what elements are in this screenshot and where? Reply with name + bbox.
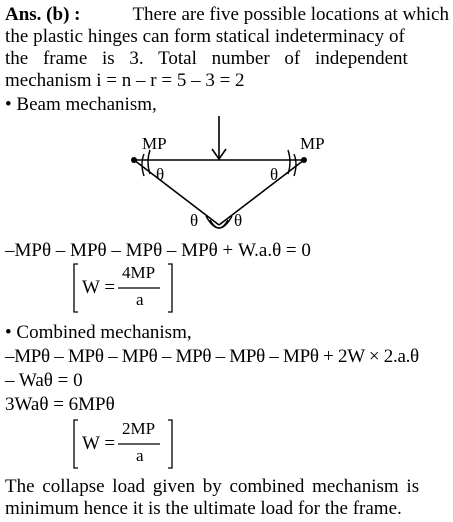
conclusion-line-2: minimum hence it is the ultimate load for the frame. xyxy=(5,498,402,519)
mp-right-label: MP xyxy=(300,134,325,153)
answer-label: Ans. (b) : xyxy=(5,4,81,25)
theta-bottom-left-label: θ xyxy=(190,211,199,230)
beam-mechanism-diagram xyxy=(120,112,350,236)
left-hinge-dot xyxy=(131,157,137,163)
moment-arc-left-icon xyxy=(142,150,150,176)
equation-1: –MPθ – MPθ – MPθ – MPθ + W.a.θ = 0 xyxy=(5,240,311,261)
result-1-numerator: 4MP xyxy=(122,263,156,282)
result-2-denominator: a xyxy=(136,446,144,465)
right-hinge-dot xyxy=(301,157,307,163)
answer-line-1 xyxy=(5,4,449,26)
answer-line-4: mechanism i = n – r = 5 – 3 = 2 xyxy=(5,70,245,91)
equation-2b: – Waθ = 0 xyxy=(5,370,83,391)
theta-right-label: θ xyxy=(270,165,279,184)
load-arrow-icon xyxy=(212,116,226,159)
theta-bottom-right-label: θ xyxy=(234,211,243,230)
conclusion-line-1: The collapse load given by combined mechanism is xyxy=(5,476,420,497)
mp-left-label: MP xyxy=(142,134,167,153)
equation-2a: –MPθ – MPθ – MPθ – MPθ – MPθ – MPθ + 2W × 2.a.θ xyxy=(5,346,419,367)
equation-3: 3Waθ = 6MPθ xyxy=(5,394,115,415)
theta-left-label: θ xyxy=(156,165,165,184)
left-member xyxy=(134,160,219,225)
answer-line-3: the frame is 3. Total number of independent xyxy=(5,48,408,69)
right-member xyxy=(219,160,304,225)
result-2-lhs: W = xyxy=(82,433,116,454)
beam-mechanism-heading: • Beam mechanism, xyxy=(5,94,157,115)
result-2-numerator: 2MP xyxy=(122,419,156,438)
result-1-lhs: W = xyxy=(82,277,116,298)
moment-arc-right-icon xyxy=(288,150,296,176)
result-1-denominator: a xyxy=(136,290,144,309)
answer-line-2: the plastic hinges can form statical indeterminacy of xyxy=(5,26,405,47)
answer-line-1-text: There are five possible locations at which xyxy=(132,4,449,25)
combined-mechanism-heading: • Combined mechanism, xyxy=(5,322,192,343)
